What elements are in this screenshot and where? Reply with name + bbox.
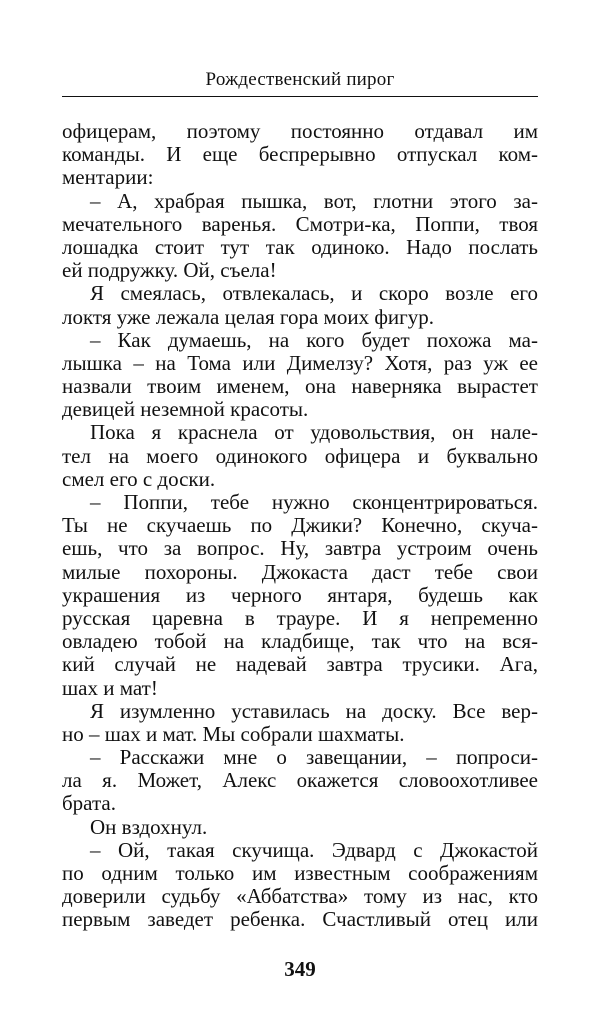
text-line: брата. [62,792,116,816]
text-line: Он вздохнул. [90,815,208,839]
text-line: первым заведет ребенка. Счастливый отец или [62,908,538,932]
text-line: – Ой, такая скучища. Эдвард с Джокастой [90,838,538,862]
text-line: ей подружку. Ой, съела! [62,259,277,283]
running-head: Рождественский пирог [205,69,395,90]
text-line: мечательного варенья. Смотри-ка, Поппи, твоя [62,212,538,236]
text-line: смел его с доски. [62,467,216,491]
text-line: команды. И еще беспрерывно отпускал ком- [62,143,538,167]
text-line: овладею тобой на кладбище, так что на вся- [62,630,538,654]
text-line: ешь, что за вопрос. Ну, завтра устроим очень [62,537,538,561]
text-line: но – шах и мат. Мы собрали шахматы. [62,722,405,746]
text-line: ментарии: [62,166,154,190]
text-line: лышка – на Тома или Димелзу? Хотя, раз уж ее [62,351,538,375]
text-line: офицерам, поэтому постоянно отдавал им [62,120,538,143]
text-line: – Расскажи мне о завещании, – попроси- [90,746,538,770]
text-line: девицей неземной красоты. [62,398,309,422]
text-line: лошадка стоит тут так одиноко. Надо послать [62,235,538,259]
text-line: украшения из черного янтаря, будешь как [62,583,538,607]
text-line: милые похороны. Джокаста даст тебе свои [62,560,538,584]
text-line: Я смеялась, отвлекалась, и скоро возле его [90,282,538,306]
text-line: кий случай не надевай завтра трусики. Ага, [62,653,538,677]
text-line: – А, храбрая пышка, вот, глотни этого за- [90,189,538,213]
text-line: – Поппи, тебе нужно сконцентрироваться. [90,491,538,514]
text-line: Ты не скучаешь по Джики? Конечно, скуча- [62,514,538,538]
text-line: – Как думаешь, на кого будет похожа ма- [90,328,538,352]
text-line: назвали твоим именем, она наверняка вырастет [62,375,538,399]
text-line: по одним только им известным соображениям [62,862,538,885]
text-line: Пока я краснела от удовольствия, он нале- [90,421,538,445]
page-number: 349 [284,957,316,981]
text-line: доверили судьбу «Аббатства» тому из нас, кто [62,885,538,909]
text-line: русская царевна в трауре. И я непременно [62,606,538,630]
text-line: ла я. Может, Алекс окажется словоохотливее [62,769,538,793]
header-rule [62,96,538,97]
text-line: шах и мат! [62,676,158,700]
text-line: локтя уже лежала целая гора моих фигур. [62,305,435,329]
body-text [62,120,538,932]
text-line: Я изумленно уставилась на доску. Все вер- [90,699,538,723]
text-line: тел на моего одинокого офицера и буквально [62,444,538,468]
